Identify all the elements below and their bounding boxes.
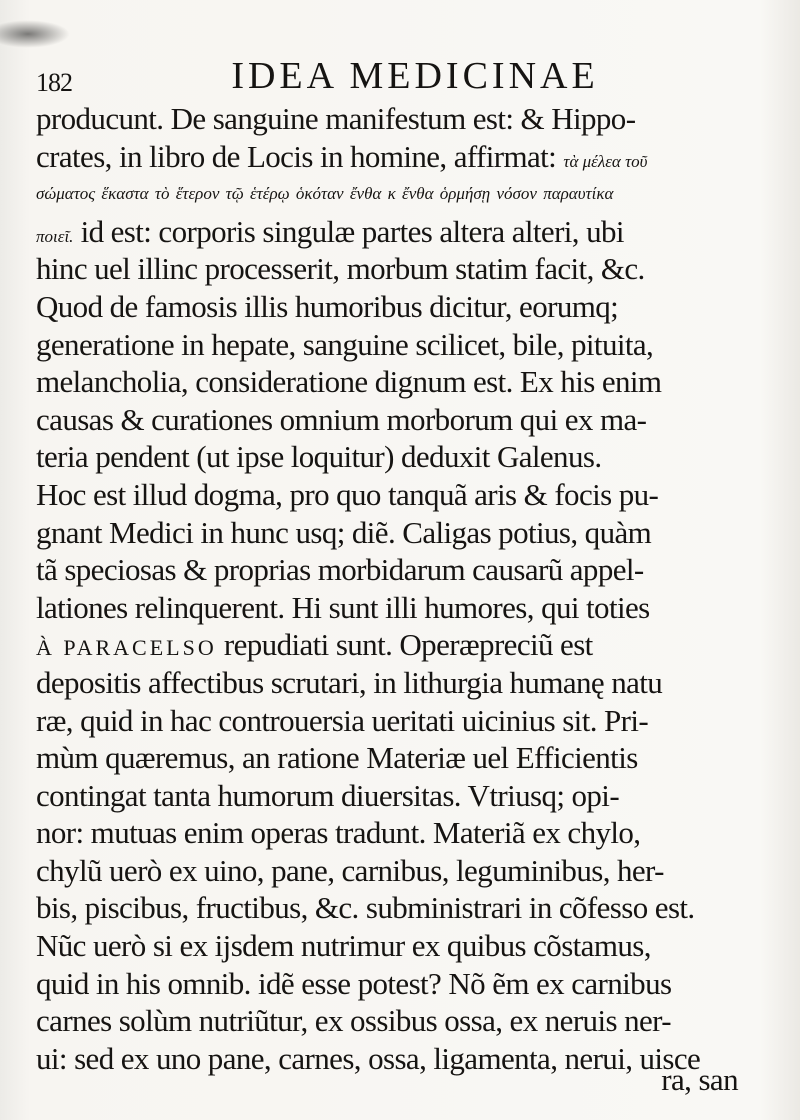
author-name: À PARACELSO (36, 635, 217, 661)
page-number: 182 (36, 68, 72, 97)
text-line: bis, piscibus, fructibus, &c. subministrari in cõfesso est. (36, 890, 695, 926)
text-line: ræ, quid in hac controuersia ueritati uicinius sit. Pri- (36, 702, 649, 738)
text-line: crates, in libro de Locis in homine, affirmat: τὰ μέλεα τοῦ (36, 138, 648, 174)
text-line: ποιεῖ. id est: corporis singulæ partes altera alteri, ubi (36, 213, 624, 249)
greek-text-line: σώματος ἕκαστα τὸ ἕτερον τῷ ἑτέρῳ ὁκόταν ἔνθα κ ἔνθα ὁρμήσῃ νόσον παραυτίκα (36, 184, 614, 204)
text-line: lationes relinquerent. Hi sunt illi humores, qui toties (36, 589, 650, 625)
text-line: producunt. De sanguine manifestum est: & Hippo- (36, 101, 636, 136)
text-line: quid in his omnib. idẽ esse potest? Nõ ẽm ex carnibus (36, 965, 672, 1001)
text-line: nor: mutuas enim operas tradunt. Materiã ex chylo, (36, 815, 641, 851)
greek-text: ποιεῖ. (36, 226, 74, 246)
text-line: causas & curationes omnium morborum qui ex ma- (36, 401, 647, 437)
text-line: teria pendent (ut ipse loquitur) deduxit Galenus. (36, 439, 602, 475)
catchword: ra, san (661, 1062, 738, 1097)
text-line: ui: sed ex uno pane, carnes, ossa, ligamenta, nerui, uisce (36, 1040, 701, 1076)
body-text (36, 100, 776, 1077)
text-line: À PARACELSO repudiati sunt. Operæpreciũ est (36, 627, 593, 663)
text-line: mùm quæremus, an ratione Materiæ uel Efficientis (36, 740, 638, 776)
text-line: Nũc uerò si ex ijsdem nutrimur ex quibus cõstamus, (36, 928, 651, 964)
text-line: melancholia, consideratione dignum est. Ex his enim (36, 364, 662, 400)
text-line: gnant Medici in hunc usq; diẽ. Caligas potius, quàm (36, 514, 652, 550)
text-line: hinc uel illinc processerit, morbum statim facit, &c. (36, 251, 645, 287)
text-line: depositis affectibus scrutari, in lithurgia humanę natu (36, 664, 663, 700)
text-line: tã speciosas & proprias morbidarum causarũ appel- (36, 552, 644, 588)
text-line: generatione in hepate, sanguine scilicet, bile, pituita, (36, 326, 654, 362)
text-line: contingat tanta humorum diuersitas. Vtriusq; opi- (36, 777, 620, 813)
greek-text: τὰ μέλεα τοῦ (563, 151, 648, 171)
text-line: Hoc est illud dogma, pro quo tanquã aris & focis pu- (36, 476, 659, 512)
running-head: IDEA MEDICINAE (231, 55, 599, 97)
text-line: carnes solùm nutriũtur, ex ossibus ossa, ex neruis ner- (36, 1003, 671, 1039)
text-line: Quod de famosis illis humoribus dicitur, eorumq; (36, 288, 619, 324)
ink-smudge (0, 20, 70, 48)
text-line: chylũ uerò ex uino, pane, carnibus, leguminibus, her- (36, 852, 664, 888)
